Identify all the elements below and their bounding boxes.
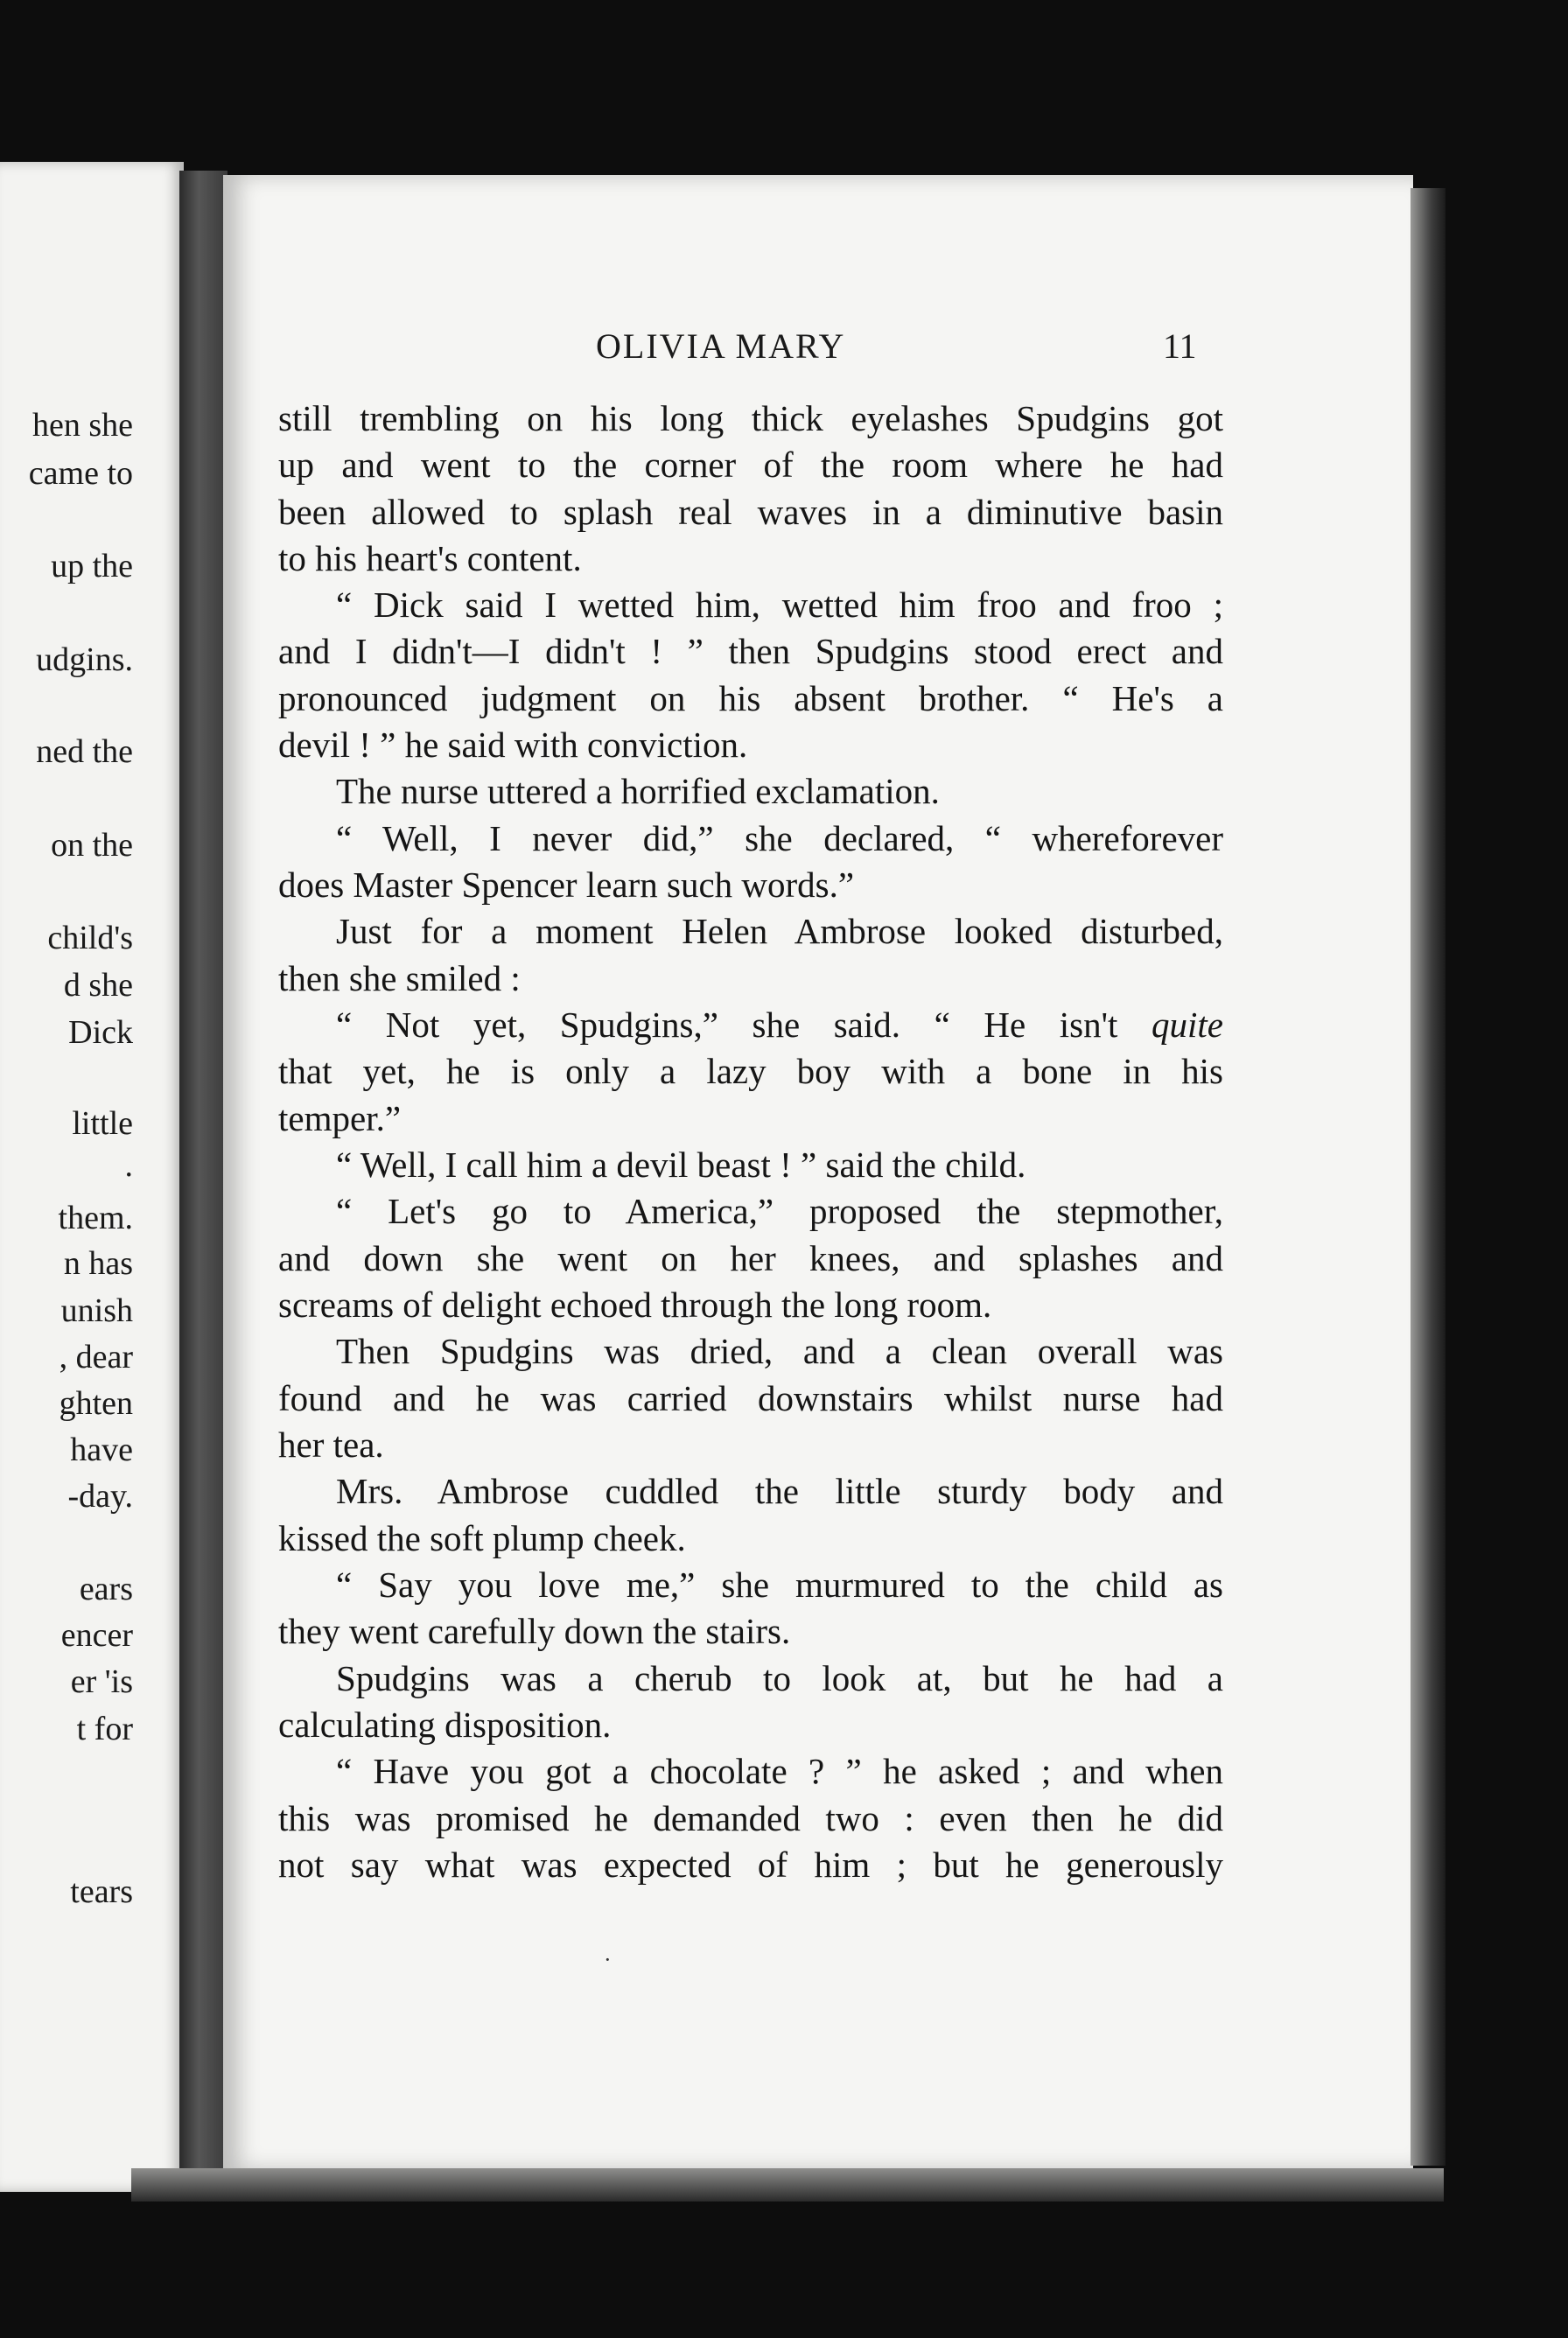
text-line: up and went to the corner of the room where he had	[278, 444, 1223, 485]
facing-page-fragment	[0, 162, 184, 2192]
text-line: and down she went on her knees, and splashes and	[278, 1238, 1223, 1278]
text-line: found and he was carried downstairs whilst nurse had	[278, 1378, 1223, 1418]
left-page-line: child's	[47, 920, 133, 956]
text-line: still trembling on his long thick eyelashes Spudgins got	[278, 398, 1223, 438]
ink-speck: ·	[604, 1947, 612, 1972]
left-page-line: Dick	[68, 1014, 133, 1051]
left-page-line: , dear	[59, 1339, 133, 1376]
left-page-line: t for	[76, 1711, 133, 1747]
left-page-line: ears	[79, 1571, 133, 1607]
left-page-line: them.	[58, 1200, 133, 1236]
left-page-line: came to	[28, 455, 133, 492]
text-line: calculating disposition.	[278, 1704, 612, 1745]
page-fore-edge	[1410, 188, 1446, 2166]
left-page-line: ned the	[36, 733, 133, 770]
text-line: Just for a moment Helen Ambrose looked disturbed,	[336, 911, 1223, 951]
text-line: that yet, he is only a lazy boy with a bone in his	[278, 1051, 1223, 1091]
text-line: “ Say you love me,” she murmured to the child as	[336, 1564, 1223, 1605]
text-line: her tea.	[278, 1424, 384, 1465]
book-gutter	[179, 171, 228, 2174]
left-page-line: .	[124, 1147, 133, 1184]
text-line: “ Dick said I wetted him, wetted him froo and froo ;	[336, 584, 1223, 625]
text-line: to his heart's content.	[278, 538, 582, 578]
left-page-line: er 'is	[70, 1663, 133, 1700]
page-number: 11	[1163, 326, 1197, 366]
text-line: “ Let's go to America,” proposed the stepmother,	[336, 1191, 1223, 1231]
left-page-line: -day.	[67, 1478, 133, 1515]
italic-word: quite	[1152, 1004, 1223, 1045]
text-line: they went carefully down the stairs.	[278, 1611, 791, 1651]
left-page-line: little	[72, 1105, 133, 1142]
left-page-line: up the	[51, 548, 133, 584]
text-line: temper.”	[278, 1098, 402, 1138]
text-line: devil ! ” he said with conviction.	[278, 724, 748, 765]
text-line: pronounced judgment on his absent brother. “ He's a	[278, 678, 1223, 718]
text-line: Mrs. Ambrose cuddled the little sturdy body and	[336, 1471, 1223, 1511]
page-header	[223, 326, 1413, 369]
page-bottom-edge	[131, 2168, 1444, 2202]
left-page-line: d she	[63, 967, 133, 1004]
text-line	[278, 1004, 1223, 1045]
left-page-line: hen she	[32, 407, 133, 444]
text-line: screams of delight echoed through the long room.	[278, 1284, 992, 1325]
left-page-line: encer	[60, 1617, 133, 1654]
text-line: and I didn't—I didn't ! ” then Spudgins stood erect and	[278, 631, 1223, 671]
left-page-line: n has	[63, 1245, 133, 1282]
text-line: “ Have you got a chocolate ? ” he asked ; and when	[336, 1751, 1223, 1791]
running-head: OLIVIA MARY	[596, 326, 846, 366]
text-line: The nurse uttered a horrified exclamation.	[336, 771, 940, 811]
text-line: “ Well, I never did,” she declared, “ whereforever	[336, 818, 1223, 858]
text-line: then she smiled :	[278, 958, 521, 998]
text-line: “ Well, I call him a devil beast ! ” said the child.	[336, 1144, 1026, 1185]
left-page-line: tears	[70, 1873, 133, 1910]
text-line-part: “ Not yet, Spudgins,” she said. “ He isn't	[336, 1004, 1118, 1045]
text-line: not say what was expected of him ; but he generously	[278, 1844, 1223, 1885]
left-page-line: have	[70, 1432, 133, 1468]
left-page-line: udgins.	[36, 641, 133, 678]
text-line: this was promised he demanded two : even then he did	[278, 1798, 1223, 1838]
text-line: Spudgins was a cherub to look at, but he had a	[336, 1658, 1223, 1698]
left-page-line: ghten	[59, 1385, 133, 1422]
text-line: Then Spudgins was dried, and a clean overall was	[336, 1331, 1223, 1371]
text-line: been allowed to splash real waves in a diminutive basin	[278, 492, 1223, 532]
text-line: kissed the soft plump cheek.	[278, 1518, 686, 1558]
left-page-line: unish	[60, 1292, 133, 1329]
left-page-line: on the	[51, 827, 133, 864]
text-line: does Master Spencer learn such words.”	[278, 864, 855, 905]
